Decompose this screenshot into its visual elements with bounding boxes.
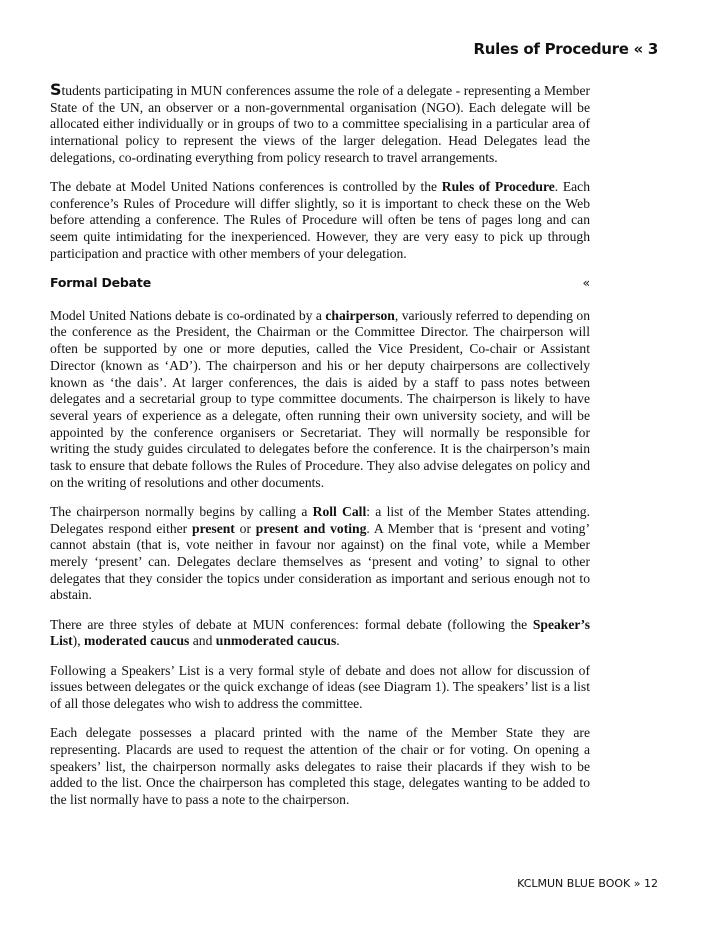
- section-paragraph-1: Model United Nations debate is co-ordinated by a chairperson, variously referred to depending on the conference as the President, the Chairman or the Committee Director. The chairperson will often be supported by one or more deputies, called the Vice President, Co-chair or Assistant Director (known as ‘AD’). The chairperson and his or her deputy chairpersons are collectively known as ‘the dais’. At larger conferences, the dais is aided by a staff to pass notes between delegates and a secretarial group to type committee documents. The chairperson is likely to have several years of experience as a delegate, often running their own university society, and will be appointed by the conference organisers or Secretariat. They will normally be responsible for writing the study guides circulated to delegates before the conference. It is the chairperson’s main task to ensure that debate follows the Rules of Procedure. They also advise delegates on policy and on the writing of resolutions and other documents.: [50, 307, 591, 490]
- page-body: [50, 82, 590, 821]
- drop-cap: S: [50, 80, 62, 99]
- section-paragraph-3: There are three styles of debate at MUN conferences: formal debate (following the Speaker’s List), moderated caucus and unmoderated caucus.: [50, 616, 590, 649]
- intro-paragraph-1: Students participating in MUN conferences assume the role of a delegate - representing a Member State of the UN, an observer or a non-governmental organisation (NGO). Each delegate will be allocated either individually or in groups of two to a committee specialising in a particular area of international policy to represent the views of the larger delegation. Head Delegates lead the delegations, co-ordinating everything from policy research to travel arrangements.: [50, 80, 590, 165]
- intro-paragraph-2: The debate at Model United Nations conferences is controlled by the Rules of Procedure. Each conference’s Rules of Procedure will differ slightly, so it is important to check these on the Web before attending a conference. The Rules of Procedure will often be tens of pages long and can seem quite intimidating for the inexperienced. However, they are very easy to pick up through participation and practice with other members of your delegation.: [50, 179, 591, 261]
- section-paragraph-4: Following a Speakers’ List is a very formal style of debate and does not allow for discussion of issues between delegates or the quick exchange of ideas (see Diagram 1). The speakers’ list is a list of all those delegates who wish to address the committee.: [50, 662, 590, 711]
- running-header: Rules of Procedure « 3: [473, 40, 658, 58]
- section-heading: [50, 275, 590, 292]
- section-marker: «: [582, 275, 590, 291]
- section-paragraph-5: Each delegate possesses a placard printed with the name of the Member State they are representing. Placards are used to request the attention of the chair or for voting. On opening a speakers’ list, the chairperson normally asks delegates to raise their placards if they wish to be added to the list. Once the chairperson has completed this stage, delegates wanting to be added to the list normally have to pass a note to the chairperson.: [50, 725, 590, 808]
- section-paragraph-2: The chairperson normally begins by calling a Roll Call: a list of the Member States attending. Delegates respond either present or present and voting. A Member that is ‘present and voting’ cannot abstain (that is, vote neither in favour nor against) on the final vote, while a Member merely ‘present’ can. Delegates declare themselves as ‘present and voting’ to signal to other delegates that they consider the topics under consideration as important and serious enough not to abstain.: [50, 503, 591, 603]
- section-title: Formal Debate: [50, 275, 151, 291]
- running-footer: KCLMUN BLUE BOOK » 12: [517, 877, 658, 890]
